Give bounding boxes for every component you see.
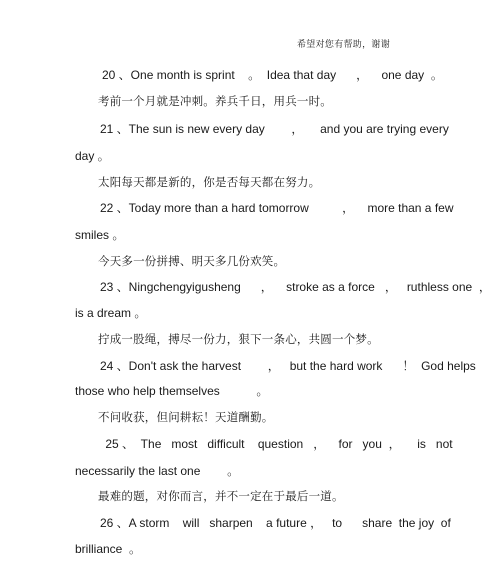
quote-24-english-line-2: those who help themselves 。	[75, 384, 269, 398]
header-note: 希望对您有帮助，谢谢	[297, 40, 391, 50]
quote-21-chinese: 太阳每天都是新的，你是否每天都在努力。	[98, 175, 321, 189]
quote-21-english-line-1: 21 、The sun is new every day ， and you are trying every	[100, 122, 449, 136]
quote-23-english-line-1: 23 、Ningchengyigusheng ， stroke as a force ， ruthless one ，	[100, 280, 491, 294]
quote-23-chinese: 拧成一股绳，搏尽一份力，狠下一条心，共圆一个梦。	[98, 332, 379, 346]
quote-25-english-line-1: 25 、 The most difficult question ， for you ， is not	[102, 437, 453, 451]
quote-22-english-line-2: smiles 。	[75, 228, 125, 242]
quote-22-chinese: 今天多一份拼搏、明天多几份欢笑。	[98, 254, 286, 268]
quote-23-english-line-2: is a dream 。	[75, 306, 147, 320]
quote-26-english-line-1: 26 、A storm will sharpen a future ， to share the joy of	[100, 516, 451, 530]
quote-25-chinese: 最难的题，对你而言，并不一定在于最后一道。	[98, 489, 344, 503]
quote-24-english-line-1: 24 、Don't ask the harvest ， but the hard work ！ God helps	[100, 359, 476, 373]
quote-22-english-line-1: 22 、Today more than a hard tomorrow ， more than a few	[100, 201, 454, 215]
quote-20-english: 20 、One month is sprint 。 Idea that day ， one day 。	[102, 68, 443, 82]
quote-21-english-line-2: day 。	[75, 149, 110, 163]
quote-24-chinese: 不问收获，但问耕耘！天道酬勤。	[98, 410, 274, 424]
quote-26-english-line-2: brilliance 。	[75, 542, 142, 556]
quote-25-english-line-2: necessarily the last one 。	[75, 464, 240, 478]
quote-20-chinese: 考前一个月就是冲刺。养兵千日，用兵一时。	[98, 94, 332, 108]
